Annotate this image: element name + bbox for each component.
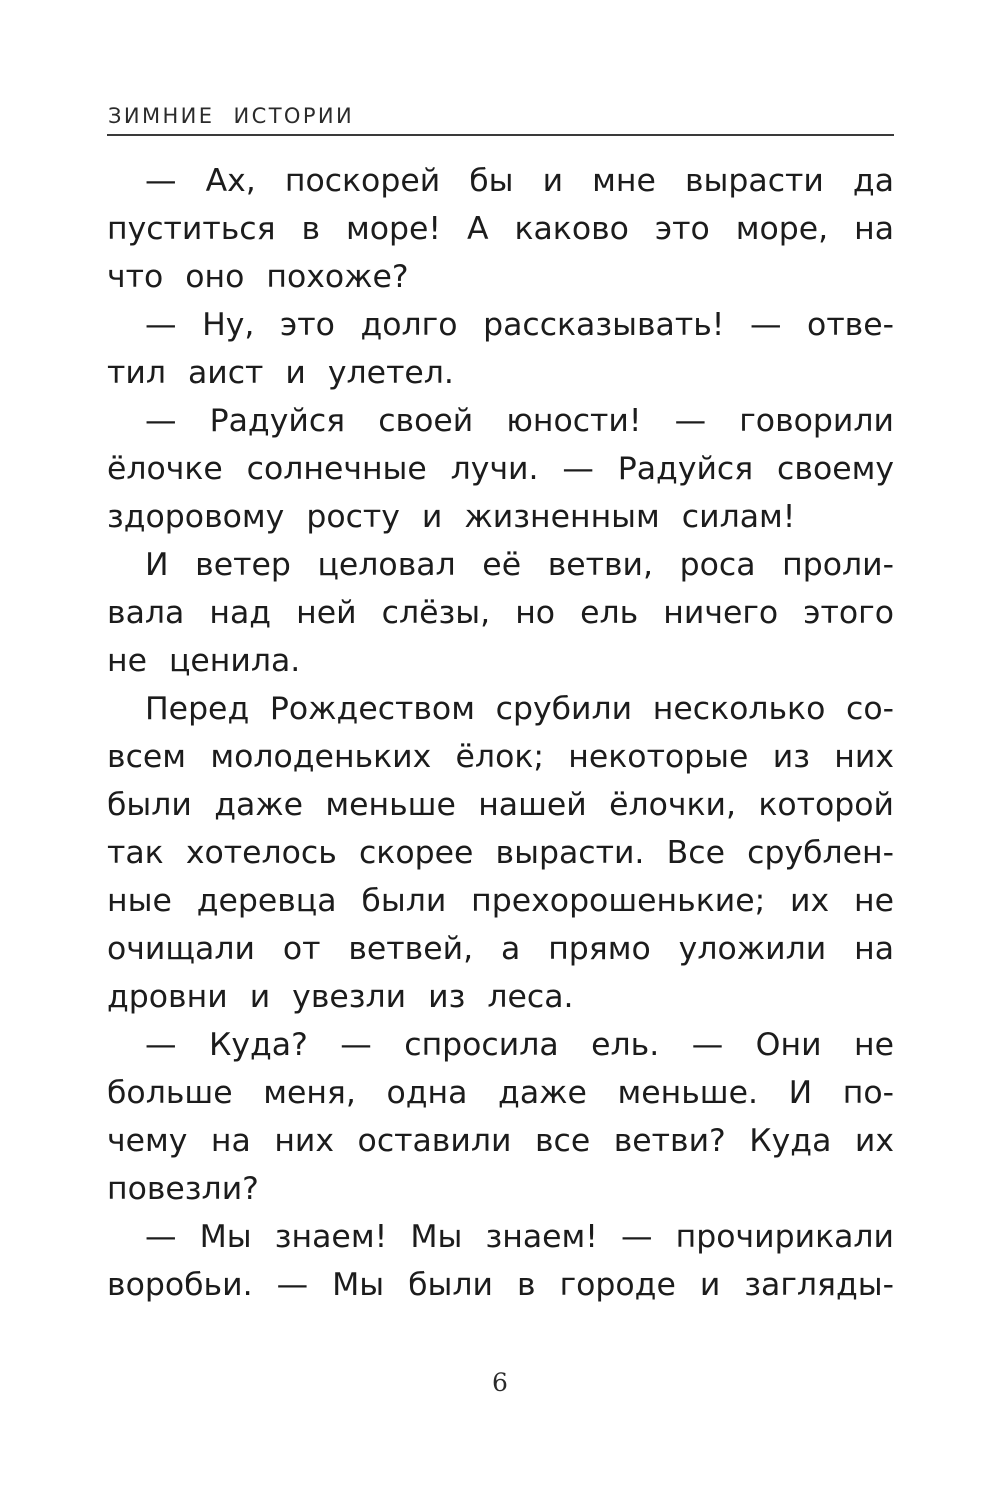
text-line: были даже меньше нашей ёлочки, которой xyxy=(107,787,894,823)
text-line: — Мы знаем! Мы знаем! — прочирикали xyxy=(145,1219,894,1255)
text-line: чему на них оставили все ветви? Куда их xyxy=(107,1123,894,1159)
text-line: воробьи. — Мы были в городе и загляды- xyxy=(107,1267,894,1303)
running-head-title: ЗИМНИЕ ИСТОРИИ xyxy=(108,104,355,128)
text-line: здоровому росту и жизненным силам! xyxy=(107,499,796,535)
text-line: вала над ней слёзы, но ель ничего этого xyxy=(107,595,894,631)
text-line: не ценила. xyxy=(107,643,301,679)
text-line: повезли? xyxy=(107,1171,259,1207)
text-line: пуститься в море! А каково это море, на xyxy=(107,211,894,247)
text-line: — Ну, это долго рассказывать! — отве- xyxy=(145,307,894,343)
text-line: ные деревца были прехорошенькие; их не xyxy=(107,883,894,919)
text-line: Перед Рождеством срубили несколько со- xyxy=(145,691,894,727)
text-line: больше меня, одна даже меньше. И по- xyxy=(107,1075,894,1111)
text-line: И ветер целовал её ветви, роса проли- xyxy=(145,547,894,583)
text-line: что оно похоже? xyxy=(107,259,409,295)
text-line: тил аист и улетел. xyxy=(107,355,454,391)
text-line: так хотелось скорее вырасти. Все срублен- xyxy=(107,835,894,871)
text-line: — Ах, поскорей бы и мне вырасти да xyxy=(145,163,894,199)
text-line: дровни и увезли из леса. xyxy=(107,979,574,1015)
text-line: — Куда? — спросила ель. — Они не xyxy=(145,1027,894,1063)
text-line: ёлочке солнечные лучи. — Радуйся своему xyxy=(107,451,894,487)
page-number: 6 xyxy=(492,1368,508,1397)
body-text xyxy=(107,157,894,1309)
text-line: всем молоденьких ёлок; некоторые из них xyxy=(107,739,894,775)
text-line: очищали от ветвей, а прямо уложили на xyxy=(107,931,894,967)
text-line: — Радуйся своей юности! — говорили xyxy=(145,403,894,439)
running-head xyxy=(107,100,894,136)
